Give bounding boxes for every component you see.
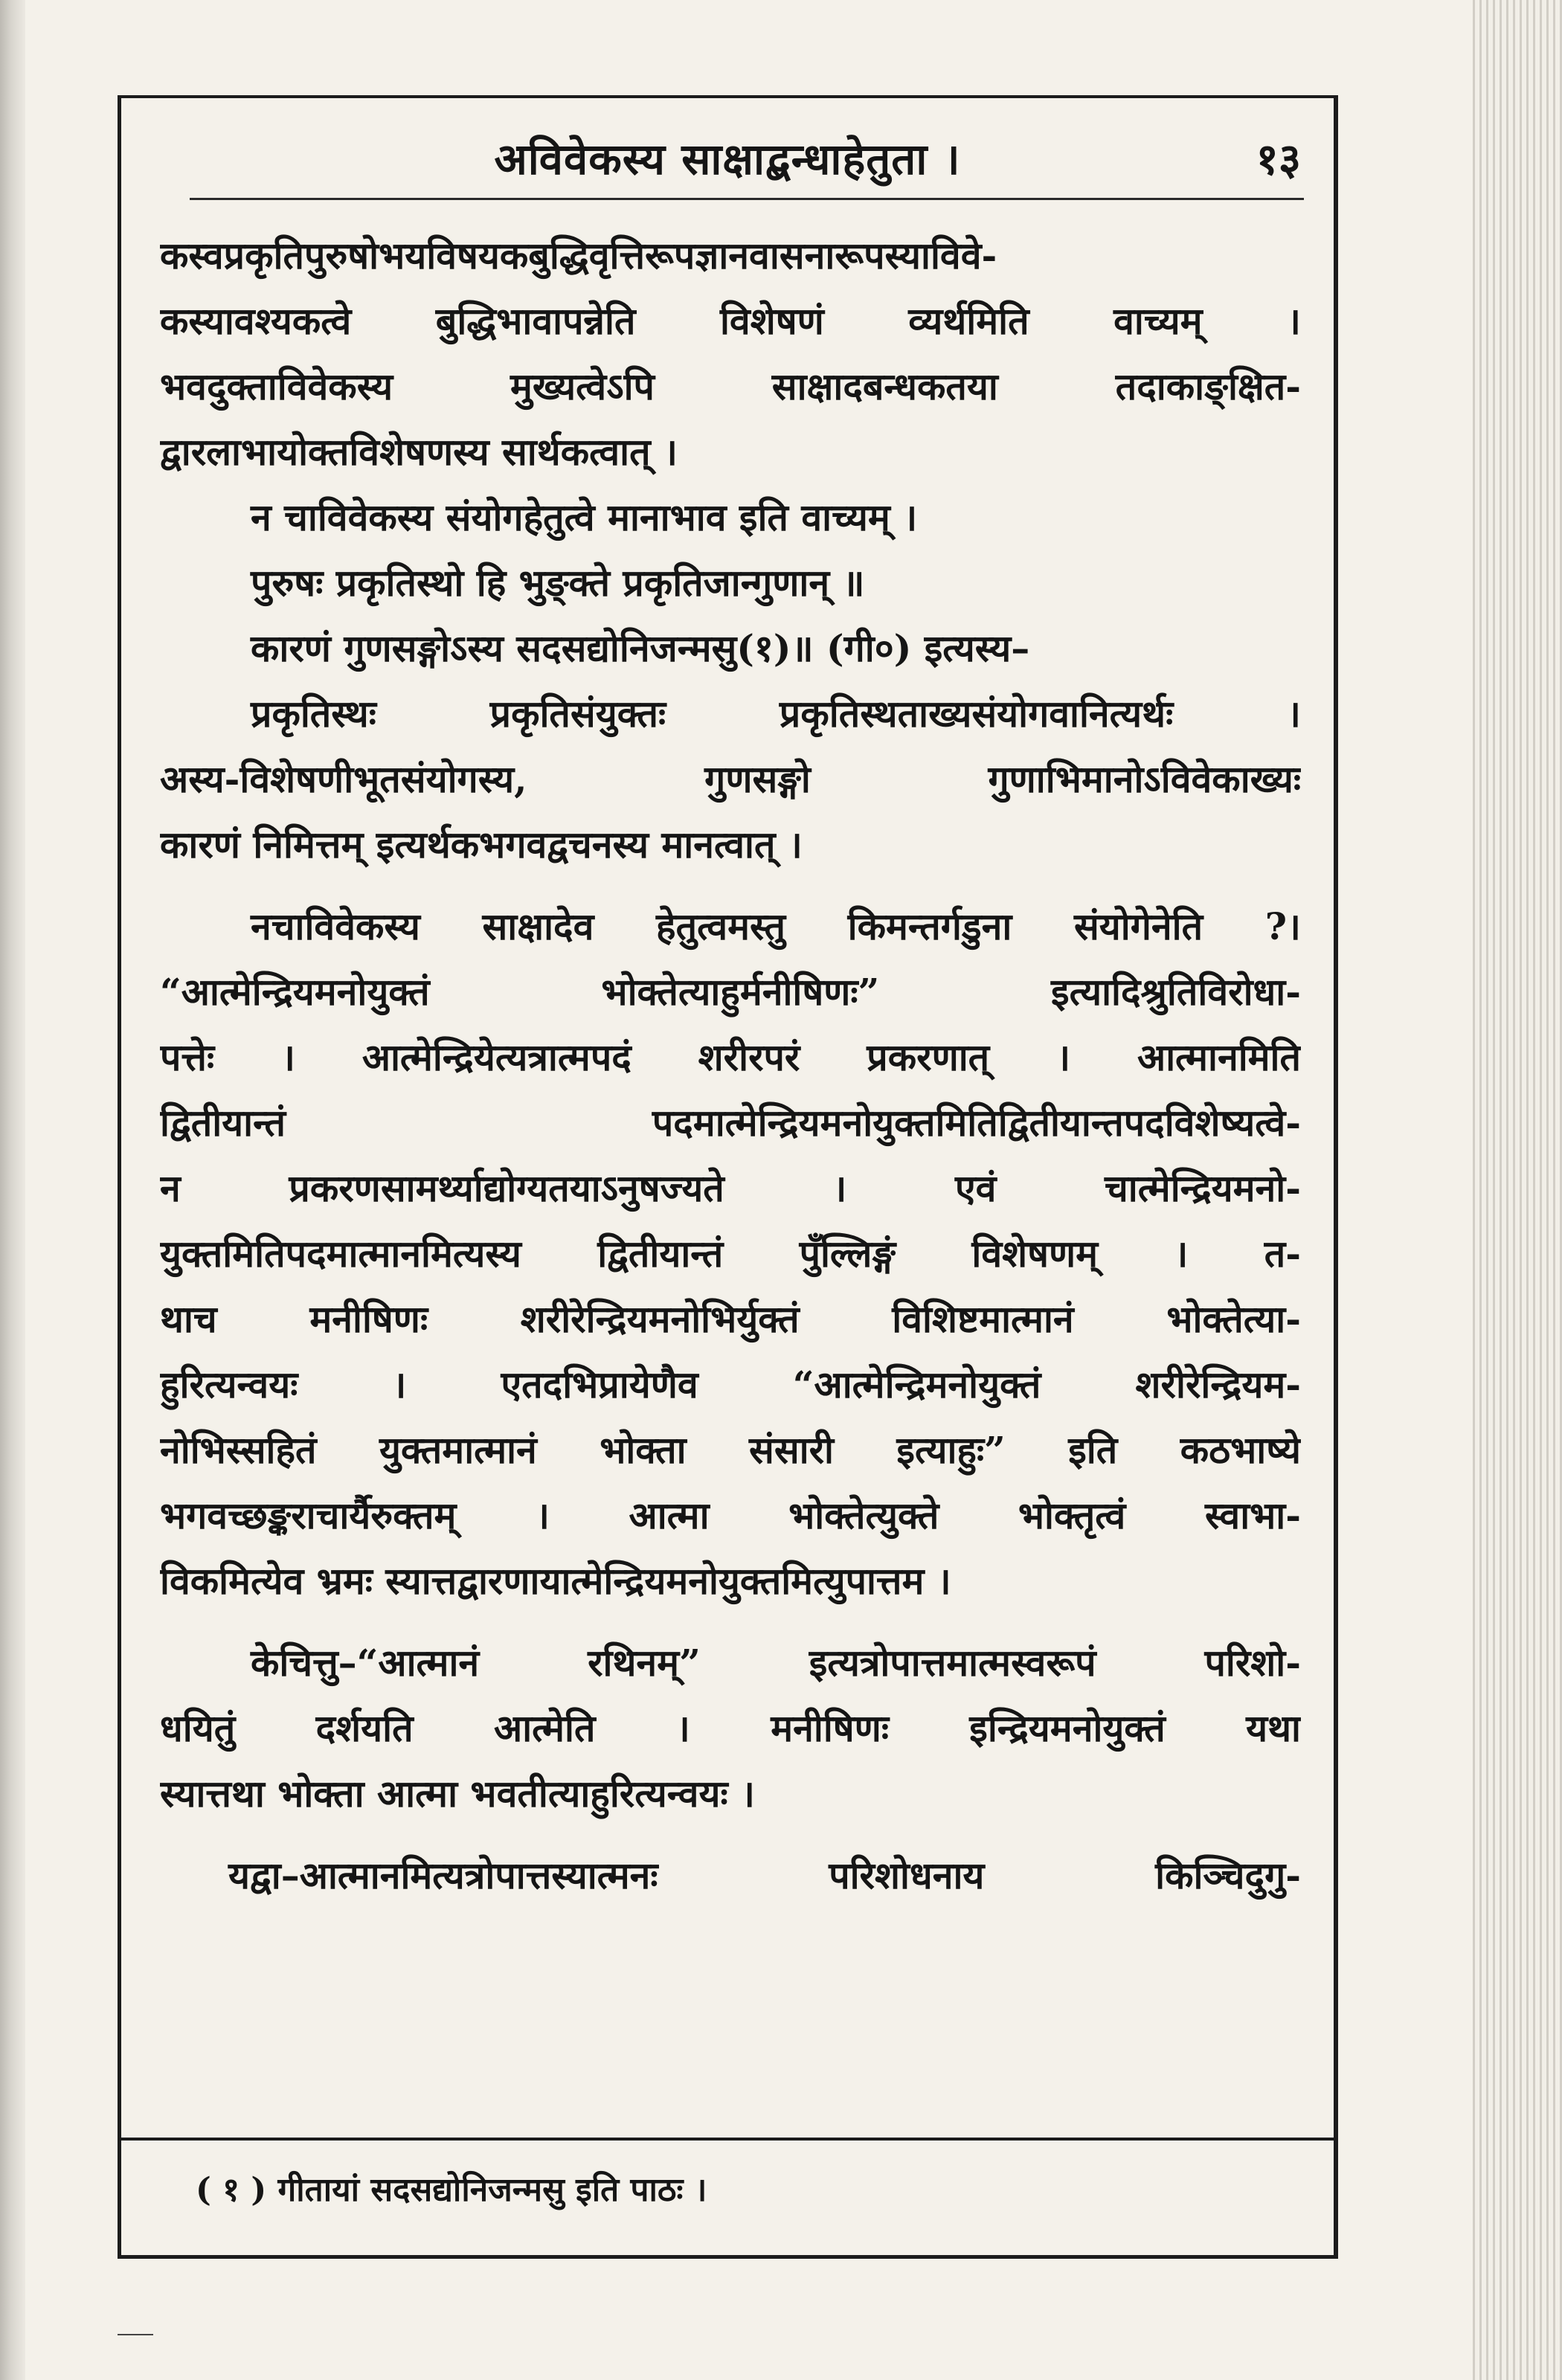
page-number: १३ [1256, 134, 1301, 184]
text-line: कस्यावश्यकत्वे बुद्धिभावापन्नेति विशेषणं व्यर्थमिति वाच्यम् । [160, 299, 1301, 343]
text-line: न चाविवेकस्य संयोगहेतुत्वे मानाभाव इति वाच्यम् । [251, 495, 918, 539]
verse-line: पुरुषः प्रकृतिस्थो हि भुङ्क्ते प्रकृतिजान्गुणान् ॥ [251, 561, 865, 605]
text-line: पत्तेः । आत्मेन्द्रियेत्यत्रात्मपदं शरीरपरं प्रकरणात् । आत्मानमिति [160, 1035, 1301, 1079]
page-frame [118, 95, 1338, 2259]
text-line: “आत्मेन्द्रियमनोयुक्तं भोक्तेत्याहुर्मनीषिणः” इत्यादिश्रुतिविरोधा- [160, 970, 1301, 1014]
text-line: भगवच्छङ्कराचार्यैरुक्तम् । आत्मा भोक्तेत्युक्ते भोक्तृत्वं स्वाभा- [160, 1493, 1301, 1537]
running-title: अविवेकस्य साक्षाद्बन्धाहेतुता । [494, 134, 961, 184]
body-text [160, 223, 1301, 1908]
running-header [121, 118, 1334, 199]
scan-mark [118, 2334, 153, 2335]
text-line: युक्तमितिपदमात्मानमित्यस्य द्वितीयान्तं पुँल्लिङ्गं विशेषणम् । त- [160, 1232, 1301, 1276]
header-rule [190, 198, 1304, 200]
scan-edge-left [0, 0, 25, 2380]
text-line: थाच मनीषिणः शरीरेन्द्रियमनोभिर्युक्तं विशिष्टमात्मानं भोक्तेत्या- [160, 1297, 1301, 1341]
text-line: धयितुं दर्शयति आत्मेति । मनीषिणः इन्द्रियमनोयुक्तं यथा [160, 1706, 1301, 1750]
text-line: यद्वा–आत्मानमित्यत्रोपात्तस्यात्मनः परिशोधनाय किञ्चिदुगु- [228, 1853, 1301, 1897]
text-line: न प्रकरणसामर्थ्याद्योग्यतयाऽनुषज्यते । एवं चात्मेन्द्रियमनो- [160, 1166, 1301, 1210]
text-line: नचाविवेकस्य साक्षादेव हेतुत्वमस्तु किमन्तर्गडुना संयोगेनेति ?। [251, 904, 1301, 948]
text-line: हुरित्यन्वयः । एतदभिप्रायेणैव “आत्मेन्द्रिमनोयुक्तं शरीरेन्द्रियम- [160, 1363, 1301, 1406]
text-line: भवदुक्ताविवेकस्य मुख्यत्वेऽपि साक्षादबन्धकतया तदाकाङ्क्षित- [160, 364, 1301, 408]
book-page-edges [1473, 0, 1562, 2380]
text-line: विकमित्येव भ्रमः स्यात्तद्वारणायात्मेन्द्रियमनोयुक्तमित्युपात्तम । [160, 1559, 951, 1603]
footnote-rule [121, 2138, 1334, 2141]
text-line: स्यात्तथा भोक्ता आत्मा भवतीत्याहुरित्यन्वयः । [160, 1772, 755, 1815]
text-line: प्रकृतिस्थः प्रकृतिसंयुक्तः प्रकृतिस्थताख्यसंयोगवानित्यर्थः । [251, 692, 1301, 736]
text-line: कस्वप्रकृतिपुरुषोभयविषयकबुद्धिवृत्तिरूपज्ञानवासनारूपस्याविवे- [160, 234, 997, 277]
text-line: अस्य-विशेषणीभूतसंयोगस्य, गुणसङ्गो गुणाभिमानोऽविवेकाख्यः [160, 757, 1301, 801]
verse-line: कारणं गुणसङ्गोऽस्य सदसद्योनिजन्मसु(१)॥ (गी०) इत्यस्य– [251, 626, 1030, 670]
footnote: ( १ ) गीतायां सदसद्योनिजन्मसु इति पाठः । [196, 2171, 707, 2209]
text-line: कारणं निमित्तम् इत्यर्थकभगवद्वचनस्य मानत्वात् । [160, 823, 803, 866]
text-line: द्वितीयान्तं पदमात्मेन्द्रियमनोयुक्तमितिद्वितीयान्तपदविशेष्यत्वे- [160, 1101, 1301, 1145]
text-line: द्वारलाभायोक्तविशेषणस्य सार्थकत्वात् । [160, 430, 678, 474]
text-line: नोभिस्सहितं युक्तमात्मानं भोक्ता संसारी इत्याहुः” इति कठभाष्ये [160, 1428, 1301, 1472]
text-line: केचित्तु–“आत्मानं रथिनम्” इत्यत्रोपात्तमात्मस्वरूपं परिशो- [251, 1641, 1301, 1685]
